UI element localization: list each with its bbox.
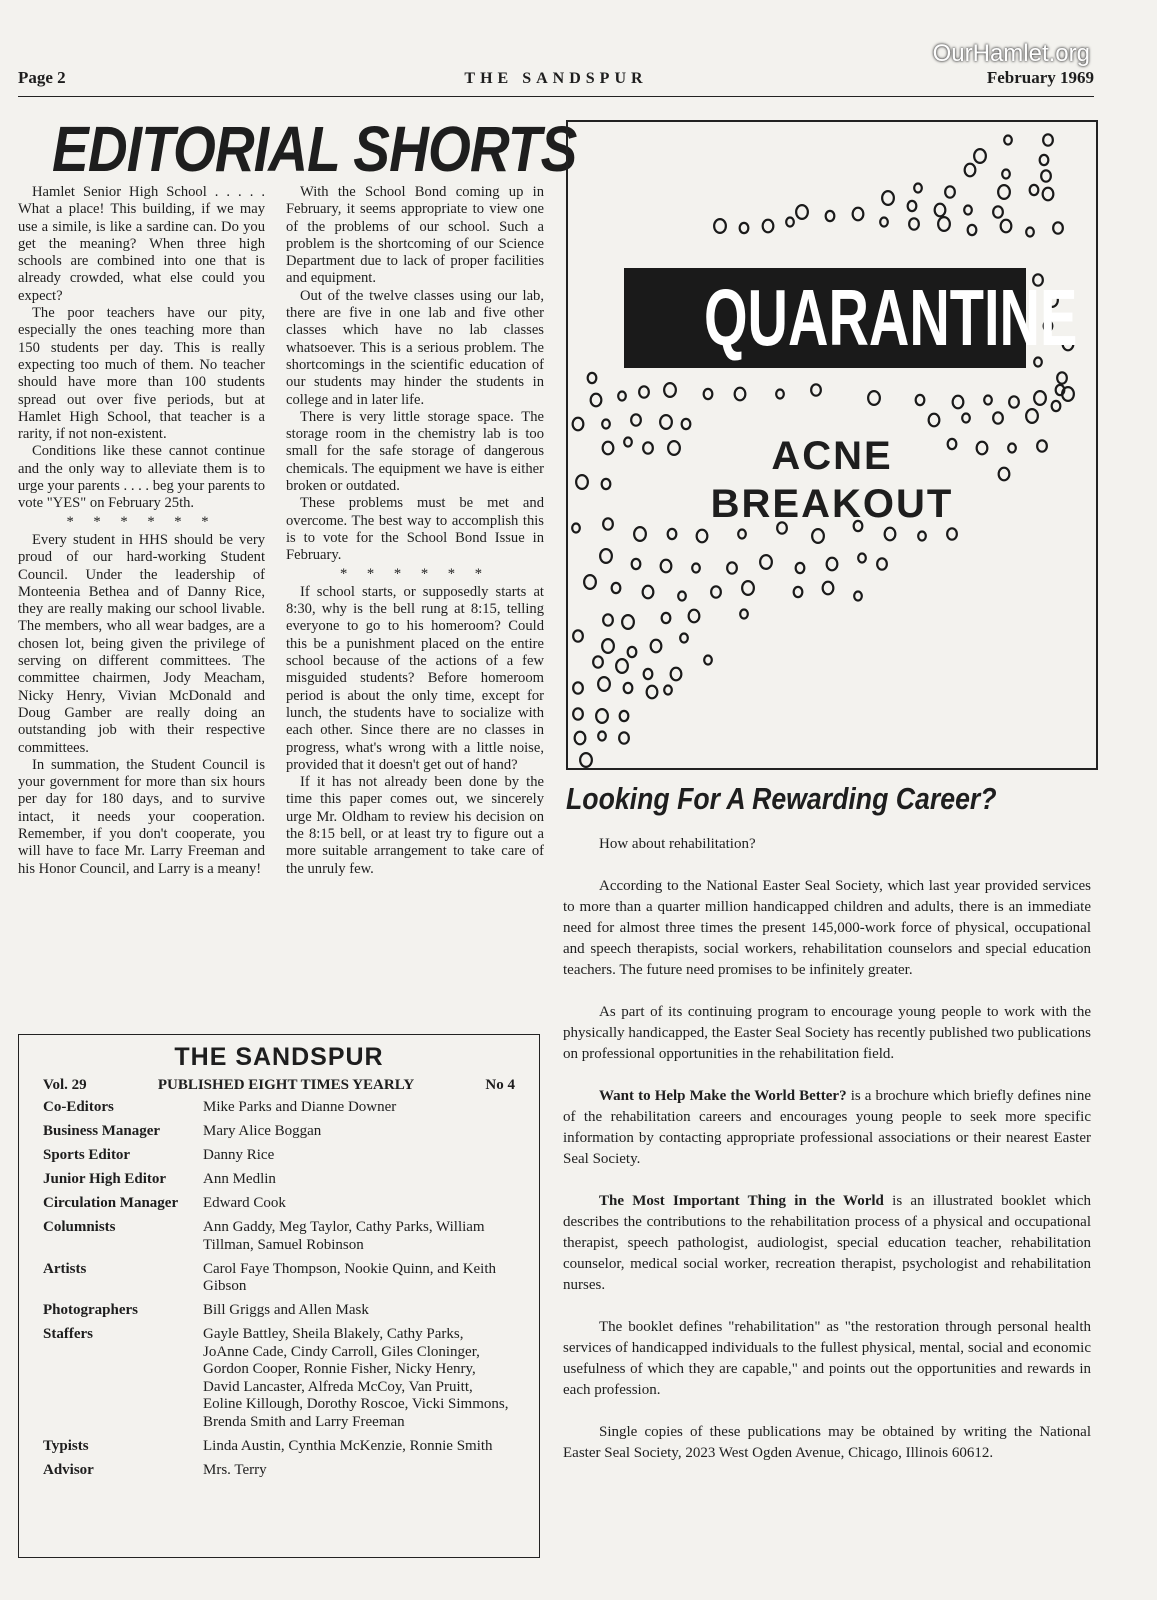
masthead-title: THE SANDSPUR	[174, 1043, 384, 1071]
staff-names: Mike Parks and Dianne Downer	[203, 1099, 397, 1115]
acne-dot	[853, 208, 864, 221]
acne-dot	[678, 592, 686, 601]
staff-row	[43, 1261, 513, 1296]
staff-names: Edward Cook	[203, 1195, 286, 1211]
staff-role: Staffers	[43, 1326, 93, 1342]
acne-dot	[1053, 222, 1063, 233]
acne-dot	[965, 164, 976, 177]
paragraph: The poor teachers have our pity, especially the ones teaching more than 150 students per day. This is really expecting too much of them. No teacher should have more than 100 students spread out over five periods, but at Hamlet High School, that teacher is a rarity, if not non-existent.	[18, 305, 265, 443]
acne-dot	[598, 677, 610, 691]
masthead-box	[18, 1034, 540, 1558]
staff-role: Photographers	[43, 1302, 138, 1318]
acne-dot	[624, 683, 633, 693]
paragraph: According to the National Easter Seal Society, which last year provided services to more than a quarter million handicapped children and adults, there is an immediate need for almost three times the present 145,000-work force of physical, occupational and speech therapists, social workers, rehabilitation counselors and special education teachers. The future need promises to be infinitely greater.	[563, 878, 1091, 978]
acne-dot	[616, 659, 628, 673]
staff-row	[43, 1326, 513, 1431]
acne-dot	[738, 530, 746, 539]
acne-dot	[680, 634, 688, 643]
acne-dot	[811, 384, 821, 395]
acne-dot	[880, 218, 888, 227]
acne-dot	[885, 528, 896, 541]
acne-dot	[796, 205, 808, 219]
staff-role: Sports Editor	[43, 1147, 131, 1163]
acne-dot	[697, 530, 708, 543]
acne-dot	[727, 562, 737, 573]
paragraph: With the School Bond coming up in February, it seems appropriate to view one of the problems of our school. Such a problem is the shortcoming of our Science Department due to lack of proper facilities and equipment.	[286, 184, 544, 287]
acne-dot	[740, 223, 749, 233]
staff-names: Linda Austin, Cynthia McKenzie, Ronnie Smith	[203, 1437, 493, 1454]
acne-dot	[794, 587, 803, 597]
editorial-column-1	[18, 184, 265, 878]
acne-dot	[689, 610, 700, 623]
acne-dot	[593, 656, 603, 667]
acne-dot	[591, 394, 602, 407]
acne-dot	[618, 392, 626, 401]
acne-dot	[622, 615, 634, 629]
paragraph: There is very little storage space. The storage room in the chemistry lab is too small for the safe storage of dangerous chemicals. The equipment we have is either broken or outdated.	[286, 408, 544, 495]
staff-role: Artists	[43, 1260, 87, 1277]
acne-dot	[573, 418, 584, 431]
section-divider: * * * * * *	[339, 565, 491, 582]
acne-dot	[575, 732, 586, 745]
paragraph: The booklet defines "rehabilitation" as "the restoration through personal health services of handicapped individuals to the fullest physical, mental, social and economic usefulness of which they are capable," and points out the opportunities and rewards in each profession.	[563, 1319, 1091, 1398]
acne-dot	[938, 217, 950, 231]
page-number: Page 2	[18, 68, 66, 87]
acne-dot	[953, 396, 964, 409]
acne-dot	[644, 669, 653, 679]
acne-dot	[664, 686, 672, 695]
paragraph: Hamlet Senior High School . . . . . What a place! This building, if we may use a simile, is like a sardine can. Do you get the meaning? When three high schools are combined into one that is already crowded, what else could you expect?	[18, 184, 265, 304]
acne-dot	[631, 414, 641, 425]
acne-dot	[786, 218, 794, 227]
acne-dot	[993, 206, 1003, 217]
acne-dot	[968, 225, 977, 235]
acne-dot	[854, 592, 862, 601]
acne-dot	[998, 185, 1010, 199]
staff-role: Business Manager	[43, 1123, 161, 1139]
ad-line-acne: ACNE	[771, 434, 893, 478]
paragraph: If it has not already been done by the time this paper comes out, we sincerely urge Mr. Oldham to review his decision on the 8:15 bell, or at least try to figure out a more suitable arrangement to take care of the unruly few.	[286, 774, 544, 877]
staff-names: Bill Griggs and Allen Mask	[203, 1302, 369, 1318]
staff-row	[43, 1099, 513, 1117]
volume: Vol. 29	[43, 1077, 87, 1093]
paragraph: Every student in HHS should be very proud of our hard-working Student Council. Under the leadership of Monteenia Bethea and of Danny Rice, they are really making our school livable. The members, who all wear badges, are a chosen lot, being given the privilege of serving on different committees. The committee chairmen, Jody Meacham, Nicky Henry, Vivian McDonald and Doug Gamber are really doing an outstanding job with their respective committees.	[18, 531, 265, 756]
staff-names: Carol Faye Thompson, Nookie Quinn, and Keith Gibson	[203, 1260, 497, 1294]
acne-dot	[1052, 401, 1061, 411]
acne-dot	[580, 753, 592, 767]
staff-row	[43, 1302, 513, 1320]
acne-dot	[588, 373, 597, 383]
issue-number: No 4	[485, 1077, 515, 1093]
staff-names: Mary Alice Boggan	[203, 1123, 322, 1139]
acne-dot	[742, 581, 754, 595]
paragraph: If school starts, or supposedly starts at 8:30, why is the bell rung at 8:15, telling everyone to go to his homeroom? Could this be a punishment placed on the entire school because of the actions of a few misguided students? Before homeroom period is about the only time, except for lunch, the students have to socialize with each other. Since there are no classes in progress, what's wrong with a little noise, provided that it doesn't get out of hand?	[286, 583, 544, 773]
acne-dot	[612, 583, 621, 593]
acne-dot	[682, 419, 691, 429]
career-article-title: Looking For A Rewarding Career?	[566, 781, 997, 816]
career-article-body	[563, 834, 1091, 1485]
acne-dot	[740, 610, 748, 619]
acne-dot	[1009, 396, 1019, 407]
staff-role: Advisor	[43, 1461, 94, 1478]
acne-dot	[812, 529, 824, 543]
acne-dot	[573, 708, 583, 719]
acne-dot	[634, 527, 646, 541]
staff-row	[43, 1462, 513, 1480]
acne-dot	[639, 386, 649, 397]
staff-names: Gayle Battley, Sheila Blakely, Cathy Parks, JoAnne Cade, Cindy Carroll, Giles Cloninger, Gordon Cooper, Ronnie Fisher, Nicky Henry, David Lancaster, Alfreda McCoy, Van Pruitt, Eoline Killough, Dorothy Roscoe, Vicki Simmons, Brenda Smith and Larry Freeman	[203, 1326, 509, 1430]
paragraph: Want to Help Make the World Better? is a brochure which briefly defines nine of the rehabilitation careers and encourages young people to seek more specific information by contacting appropriate professional associations or their nearest Easter Seal Society.	[563, 1088, 1091, 1167]
acne-dot	[776, 390, 784, 399]
acne-dot	[1041, 170, 1051, 181]
acne-dot	[660, 415, 672, 429]
acne-dot	[619, 732, 629, 743]
acne-dot	[908, 201, 917, 211]
staff-row	[43, 1219, 513, 1254]
acne-dot	[1034, 391, 1046, 405]
acne-dot	[692, 564, 700, 573]
acne-dot	[573, 682, 583, 693]
acne-dot	[964, 206, 972, 215]
acne-dot	[668, 529, 677, 539]
acne-dot	[1057, 372, 1067, 383]
newspaper-name: THE SANDSPUR	[464, 70, 648, 87]
acne-dot	[909, 218, 919, 229]
staff-row	[43, 1171, 513, 1189]
staff-names: Ann Medlin	[203, 1171, 276, 1187]
acne-dot	[704, 389, 713, 399]
acne-dot	[600, 549, 612, 563]
staff-role: Circulation Manager	[43, 1195, 179, 1211]
issue-date: February 1969	[986, 68, 1094, 87]
staff-row	[43, 1147, 513, 1165]
acne-dot	[1026, 409, 1038, 423]
staff-role: Co-Editors	[43, 1099, 114, 1115]
acne-dot	[584, 575, 596, 589]
acne-dot	[671, 668, 682, 681]
acne-dot	[826, 211, 835, 221]
quarantine-banner: QUARANTINE	[624, 268, 1026, 368]
acne-dot	[602, 420, 610, 429]
acne-dot	[945, 186, 955, 197]
acne-dot	[1043, 188, 1054, 201]
acne-dot	[993, 412, 1003, 423]
acne-dot	[704, 656, 712, 665]
acne-dot	[796, 563, 805, 573]
publication-frequency: PUBLISHED EIGHT TIMES YEARLY	[157, 1077, 415, 1093]
paragraph: Conditions like these cannot continue and the only way to alleviate them is to urge your parents . . . . beg your parents to vote "YES" on February 25th.	[18, 443, 265, 512]
acne-dot	[573, 630, 583, 641]
acne-dot	[596, 709, 608, 723]
staff-names: Ann Gaddy, Meg Taylor, Cathy Parks, William Tillman, Samuel Robinson	[203, 1219, 485, 1253]
acne-dot	[882, 191, 894, 205]
acne-dot	[962, 414, 970, 423]
acne-dot	[714, 219, 726, 233]
acne-dot	[916, 395, 925, 405]
acne-dot	[602, 639, 614, 653]
acne-dot	[662, 613, 671, 623]
acne-dot	[643, 586, 654, 599]
staff-role: Typists	[43, 1437, 89, 1454]
acne-dot	[763, 220, 774, 233]
editorial-column-2	[286, 184, 544, 878]
acne-dot	[974, 149, 986, 163]
acne-dot	[628, 647, 637, 657]
acne-dot	[868, 391, 880, 405]
acne-dot	[877, 558, 887, 569]
acne-dot	[664, 383, 676, 397]
watermark: OurHamlet.org	[932, 40, 1090, 67]
staff-names: Danny Rice	[203, 1147, 275, 1163]
acne-dot	[711, 586, 721, 597]
paragraph: These problems must be met and overcome. The best way to accomplish this is to vote for the School Bond Issue in February.	[286, 495, 544, 564]
masthead-subtitle	[43, 1077, 515, 1094]
paragraph: As part of its continuing program to encourage young people to work with the physically handicapped, the Easter Seal Society has recently published two publications on professional opportunities in the rehabilitation field.	[563, 1004, 1091, 1062]
acne-dot	[1004, 136, 1012, 145]
acne-dot	[661, 560, 672, 573]
paragraph: Out of the twelve classes using our lab, there are five in one lab and five other classes which have no lab classes whatsoever. This is a serious problem. The shortcomings in the scientific education of our students may hinder the students in college and in later life.	[286, 287, 544, 408]
acne-dot	[823, 582, 834, 595]
ad-line-breakout: BREAKOUT	[710, 482, 954, 526]
staff-list	[43, 1099, 513, 1486]
staff-role: Junior High Editor	[43, 1171, 167, 1187]
page-header	[18, 66, 1094, 97]
acne-dot	[620, 711, 629, 721]
acne-dot	[651, 640, 662, 653]
acne-dot	[1043, 134, 1053, 145]
quarantine-ad	[566, 120, 1098, 770]
staff-row	[43, 1195, 513, 1213]
staff-row	[43, 1123, 513, 1141]
acne-dot	[598, 732, 606, 741]
acne-dot	[735, 388, 746, 401]
paragraph: In summation, the Student Council is your government for more than six hours per day for 180 days, and to survive intact, it needs your cooperation. Remember, if you don't cooperate, you will have to face Mr. Larry Freeman and his Honor Council, and Larry is a meany!	[18, 756, 265, 877]
acne-dot	[1040, 155, 1049, 165]
acne-dot	[760, 555, 772, 569]
acne-dot	[632, 559, 641, 569]
acne-dot	[647, 686, 658, 699]
acne-dot	[603, 614, 613, 625]
acne-dot	[1026, 228, 1034, 237]
paragraph: Single copies of these publications may be obtained by writing the National Easter Seal Society, 2023 West Ogden Avenue, Chicago, Illinois 60612.	[563, 1424, 1091, 1461]
acne-dot	[1030, 185, 1039, 195]
acne-dot	[947, 528, 957, 539]
acne-dot	[984, 396, 992, 405]
acne-dot	[918, 532, 926, 541]
acne-dot	[827, 558, 838, 571]
editorial-title: EDITORIAL SHORTS	[52, 113, 577, 185]
staff-role: Columnists	[43, 1219, 116, 1235]
paragraph: The Most Important Thing in the World is an illustrated booklet which describes the contributions to the rehabilitation process of a physical and occupational therapist, speech pathologist, audiologist, special education teacher, rehabilitation counselor, medical social worker, recreation therapist, psychologist and rehabilitation nurses.	[563, 1193, 1091, 1293]
acne-dot	[1001, 220, 1012, 233]
acne-dot	[914, 184, 922, 193]
acne-dot	[1002, 170, 1010, 179]
paragraph: How about rehabilitation?	[599, 836, 756, 852]
staff-row	[43, 1438, 513, 1456]
acne-dot	[935, 204, 946, 217]
staff-names: Mrs. Terry	[203, 1461, 267, 1478]
acne-dot	[929, 414, 940, 427]
acne-dot	[858, 554, 866, 563]
section-divider: * * * * * *	[66, 513, 217, 530]
